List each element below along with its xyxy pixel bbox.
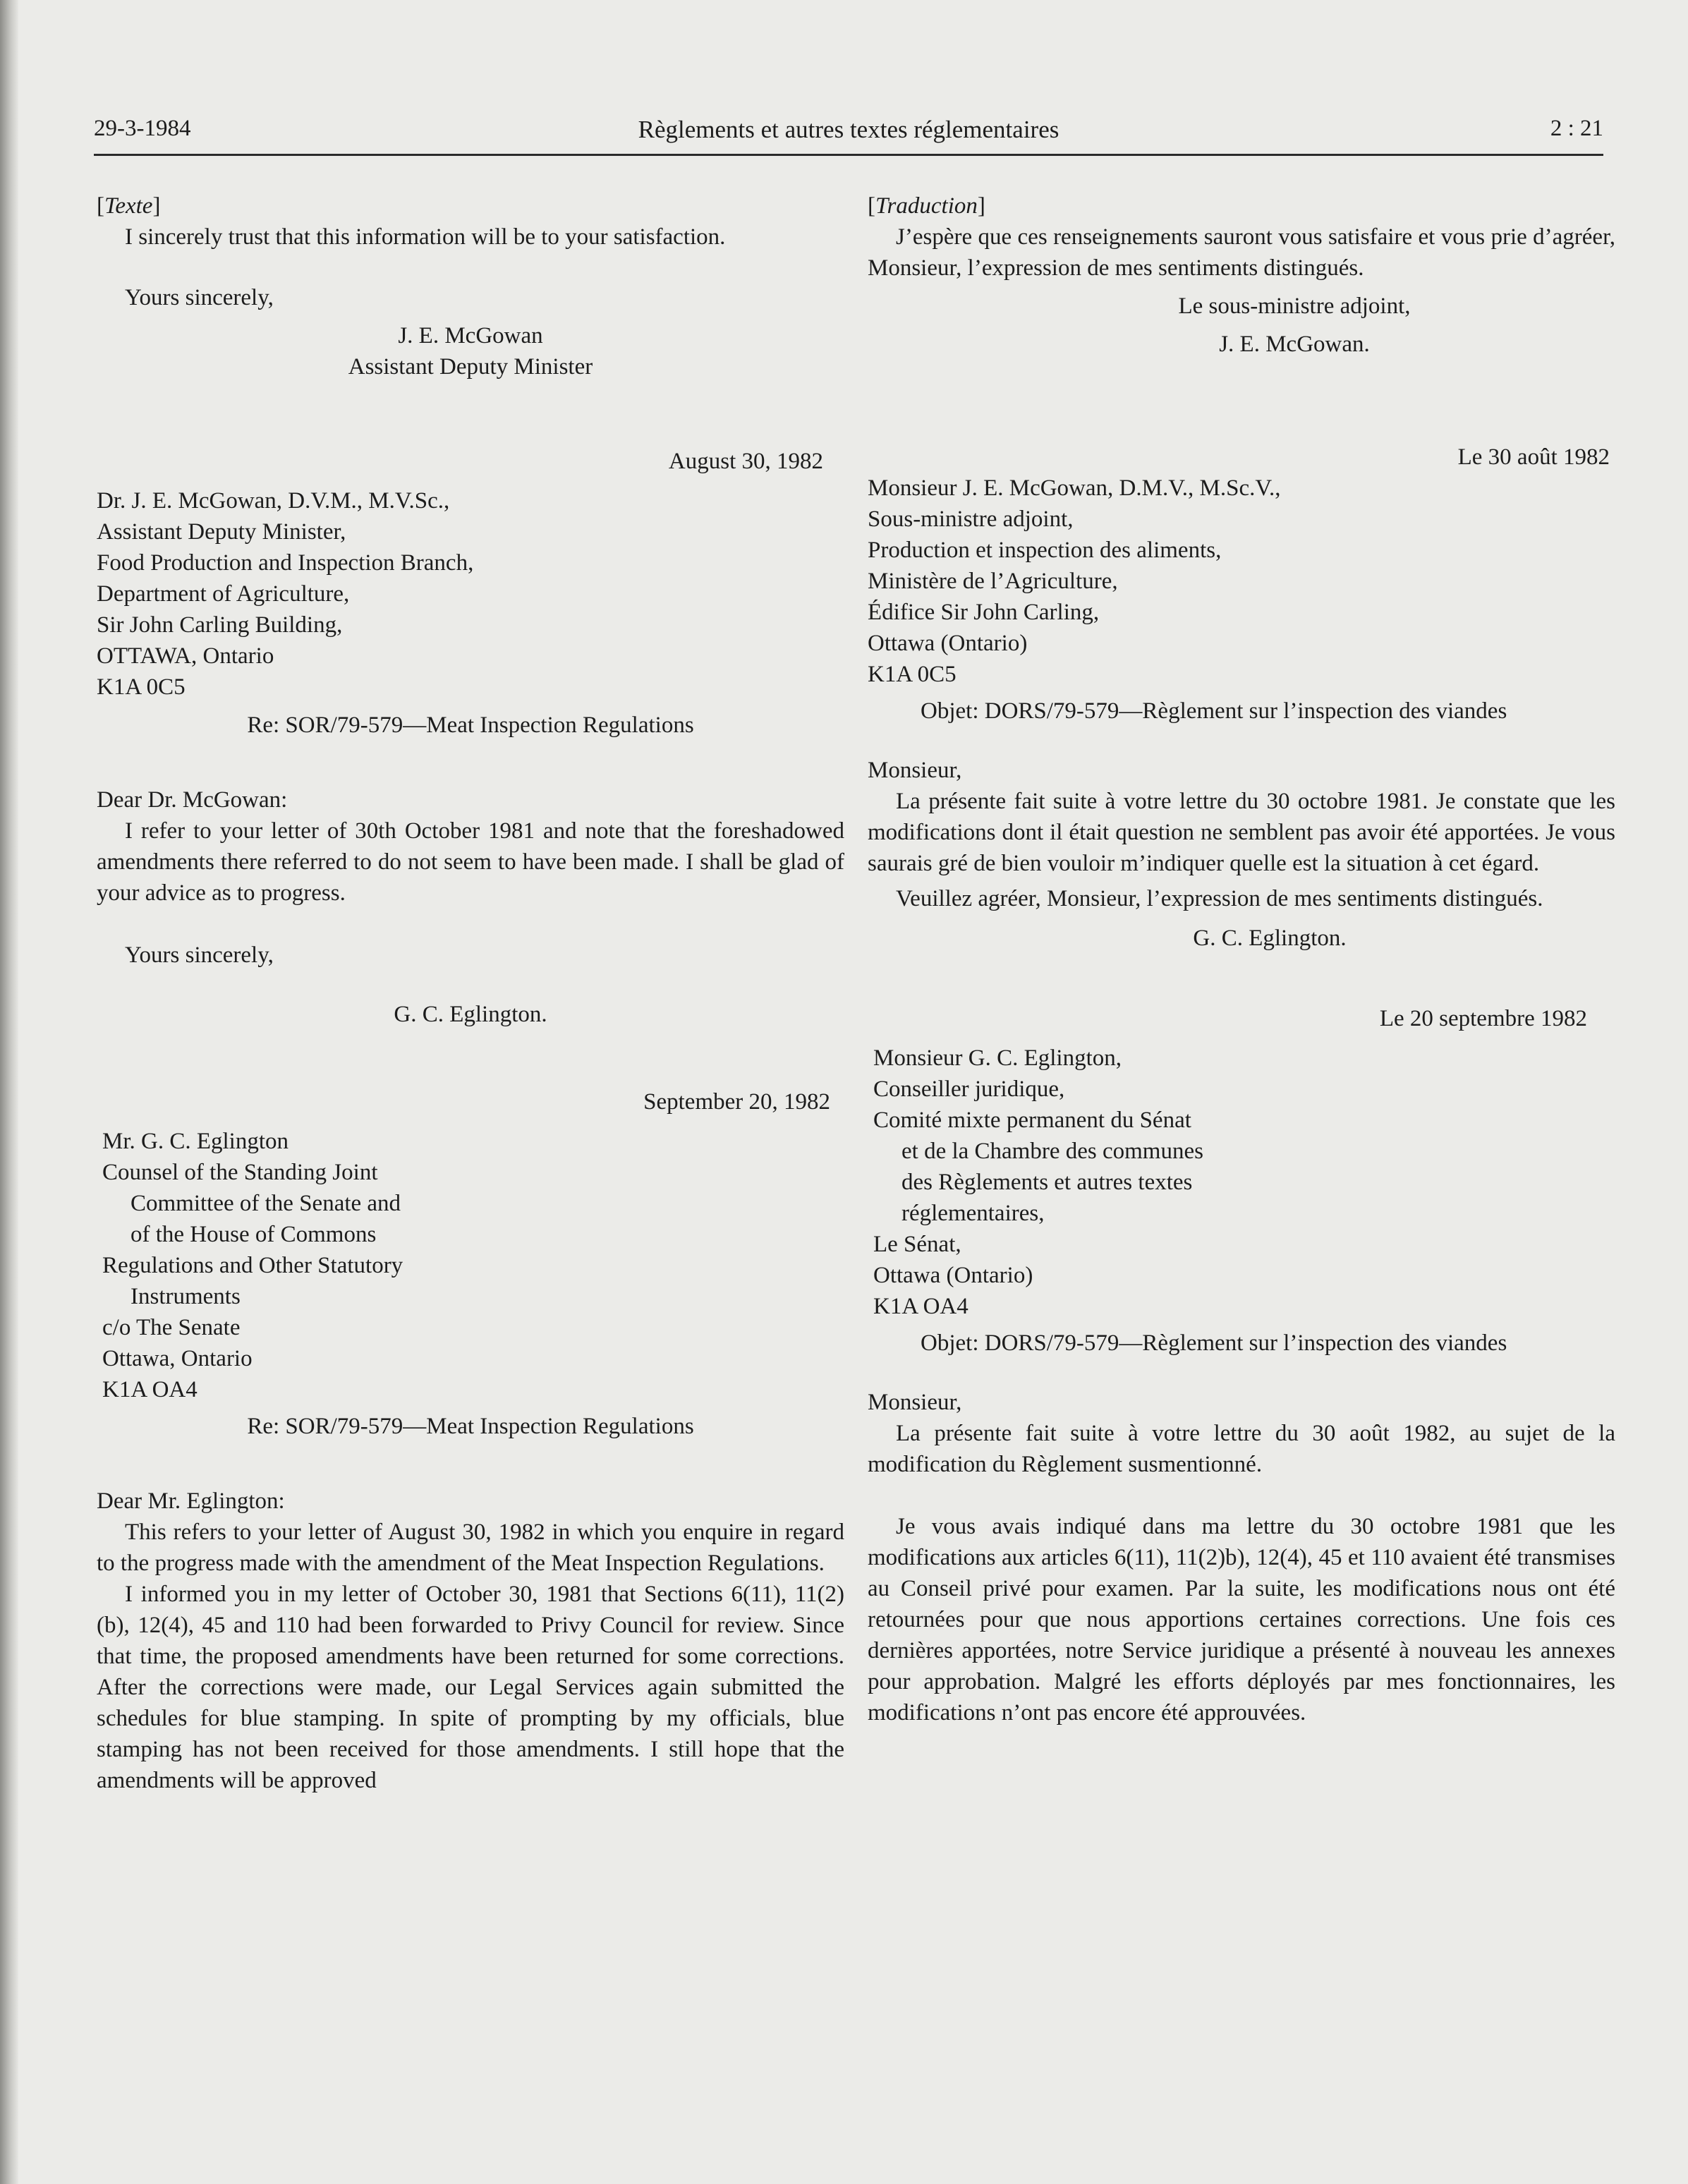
address-line: Food Production and Inspection Branch, xyxy=(97,550,474,576)
address-line: Ottawa (Ontario) xyxy=(873,1263,1033,1288)
french-column xyxy=(868,190,1615,1728)
subject-line: Re: SOR/79-579—Meat Inspection Regulations xyxy=(247,712,694,738)
letter-date: August 30, 1982 xyxy=(668,449,823,474)
header-title: Règlements et autres textes réglementaires xyxy=(638,116,1059,143)
header-date: 29-3-1984 xyxy=(94,116,191,141)
address-line: et de la Chambre des communes xyxy=(901,1139,1203,1164)
english-column xyxy=(97,190,844,1796)
address-line: K1A 0C5 xyxy=(868,662,957,687)
letter-body: I informed you in my letter of October 30, 1981 that Sections 6(11), 11(2)(b), 12(4), 45 and 110 had been forwarded to Privy Council for review. Since that time, the proposed amendments have been returned for some corrections. After the corrections were made, our Legal Services again submitted the schedules for blue stamping. In spite of prompting by my officials, blue stamping has not been received for those amendments. I still hope that the amendments will be approved xyxy=(97,1582,844,1793)
signature-name: J. E. McGowan xyxy=(398,323,543,348)
address-line: K1A OA4 xyxy=(102,1377,198,1402)
address-line: Department of Agriculture, xyxy=(97,581,350,607)
signature-name: G. C. Eglington. xyxy=(394,1002,547,1027)
subject-text: DORS/79-579—Règlement sur l’inspection des viandes xyxy=(984,698,1507,724)
subject-line xyxy=(868,696,1615,727)
address-line: OTTAWA, Ontario xyxy=(97,643,274,669)
letter-body: La présente fait suite à votre lettre du 30 octobre 1981. Je constate que les modifications dont il était question ne semblent pas avoir été apportées. Je vous saurais gré de bien vouloir m’indiquer quelle est la situation à cet égard. xyxy=(868,789,1615,876)
closing-salutation: Yours sincerely, xyxy=(125,942,274,968)
salutation: Dear Mr. Eglington: xyxy=(97,1488,285,1514)
letter-body: Je vous avais indiqué dans ma lettre du 30 octobre 1981 que les modifications aux articles 6(11), 11(2)b), 12(4), 45 et 110 avaient été transmises au Conseil privé pour examen. Par la suite, les modifications nous ont été retournées pour que nous apportions certaines corrections. Une fois ces dernières apportées, notre Service juridique a présenté à nouveau les annexes pour approbation. Malgré les efforts déployés par mes fonctionnaires, les modifications n’ont pas encore été approuvées. xyxy=(868,1514,1615,1725)
closing-salutation: Yours sincerely, xyxy=(125,285,274,310)
address-line: of the House of Commons xyxy=(130,1222,377,1247)
address-line: Sir John Carling Building, xyxy=(97,612,343,638)
subject-label: Objet: xyxy=(921,1330,985,1356)
letter-date: Le 20 septembre 1982 xyxy=(1379,1006,1587,1031)
signature-name: J. E. McGowan. xyxy=(1219,332,1370,357)
signature-title: Le sous-ministre adjoint, xyxy=(1178,293,1411,319)
address-block xyxy=(97,485,844,703)
address-line: Monsieur J. E. McGowan, D.M.V., M.Sc.V., xyxy=(868,475,1281,501)
address-line: K1A 0C5 xyxy=(97,674,186,700)
salutation: Monsieur, xyxy=(868,1390,962,1415)
address-line: Édifice Sir John Carling, xyxy=(868,600,1100,625)
address-line: Counsel of the Standing Joint xyxy=(102,1160,378,1185)
signature-title: Assistant Deputy Minister xyxy=(348,354,593,380)
address-line: Conseiller juridique, xyxy=(873,1076,1065,1102)
address-line: Ottawa (Ontario) xyxy=(868,631,1028,656)
subject-line xyxy=(868,1328,1615,1359)
subject-line: Re: SOR/79-579—Meat Inspection Regulations xyxy=(247,1414,694,1439)
subject-label: Objet: xyxy=(921,698,985,724)
letter-body: I refer to your letter of 30th October 1981 and note that the foreshadowed amendments there referred to do not seem to have been made. I shall be glad of your advice as to progress. xyxy=(97,818,844,906)
closing-paragraph: J’espère que ces renseignements sauront vous satisfaire et vous prie d’agréer, Monsieur, l’expression de mes sentiments distingués. xyxy=(868,224,1615,281)
address-block xyxy=(868,1043,1615,1322)
page-header xyxy=(94,111,1603,156)
address-block xyxy=(97,1126,844,1405)
address-line: Dr. J. E. McGowan, D.V.M., M.V.Sc., xyxy=(97,488,450,514)
binding-edge xyxy=(0,0,18,2184)
address-line: réglementaires, xyxy=(901,1201,1045,1226)
letter-body: La présente fait suite à votre lettre du 30 août 1982, au sujet de la modification du Règlement susmentionné. xyxy=(868,1421,1615,1477)
address-line: Comité mixte permanent du Sénat xyxy=(873,1108,1191,1133)
letter-body: This refers to your letter of August 30, 1982 in which you enquire in regard to the progress made with the amendment of the Meat Inspection Regulations. xyxy=(97,1519,844,1576)
header-page-number: 2 : 21 xyxy=(1550,116,1603,141)
address-line: c/o The Senate xyxy=(102,1315,241,1340)
address-line: Sous-ministre adjoint, xyxy=(868,506,1074,532)
address-line: Instruments xyxy=(130,1284,241,1309)
text-label: [Texte] xyxy=(97,193,161,219)
address-line: Monsieur G. C. Eglington, xyxy=(873,1045,1122,1071)
address-line: Assistant Deputy Minister, xyxy=(97,519,346,545)
signature-name: G. C. Eglington. xyxy=(1193,926,1347,951)
letter-body: Veuillez agréer, Monsieur, l’expression de mes sentiments distingués. xyxy=(896,886,1543,911)
address-line: Le Sénat, xyxy=(873,1232,961,1257)
subject-text: DORS/79-579—Règlement sur l’inspection des viandes xyxy=(984,1330,1507,1356)
closing-paragraph: I sincerely trust that this information will be to your satisfaction. xyxy=(125,224,726,250)
address-line: Production et inspection des aliments, xyxy=(868,538,1222,563)
address-block xyxy=(868,473,1615,690)
letter-date: September 20, 1982 xyxy=(643,1089,830,1115)
address-line: Regulations and Other Statutory xyxy=(102,1253,403,1278)
address-line: Committee of the Senate and xyxy=(130,1191,401,1216)
address-line: Ministère de l’Agriculture, xyxy=(868,569,1118,594)
address-line: K1A OA4 xyxy=(873,1294,969,1319)
salutation: Monsieur, xyxy=(868,758,962,783)
letter-date: Le 30 août 1982 xyxy=(1457,444,1610,470)
translation-label: [Traduction] xyxy=(868,193,985,219)
address-line: Mr. G. C. Eglington xyxy=(102,1129,289,1154)
address-line: des Règlements et autres textes xyxy=(901,1170,1193,1195)
salutation: Dear Dr. McGowan: xyxy=(97,787,288,813)
address-line: Ottawa, Ontario xyxy=(102,1346,253,1371)
